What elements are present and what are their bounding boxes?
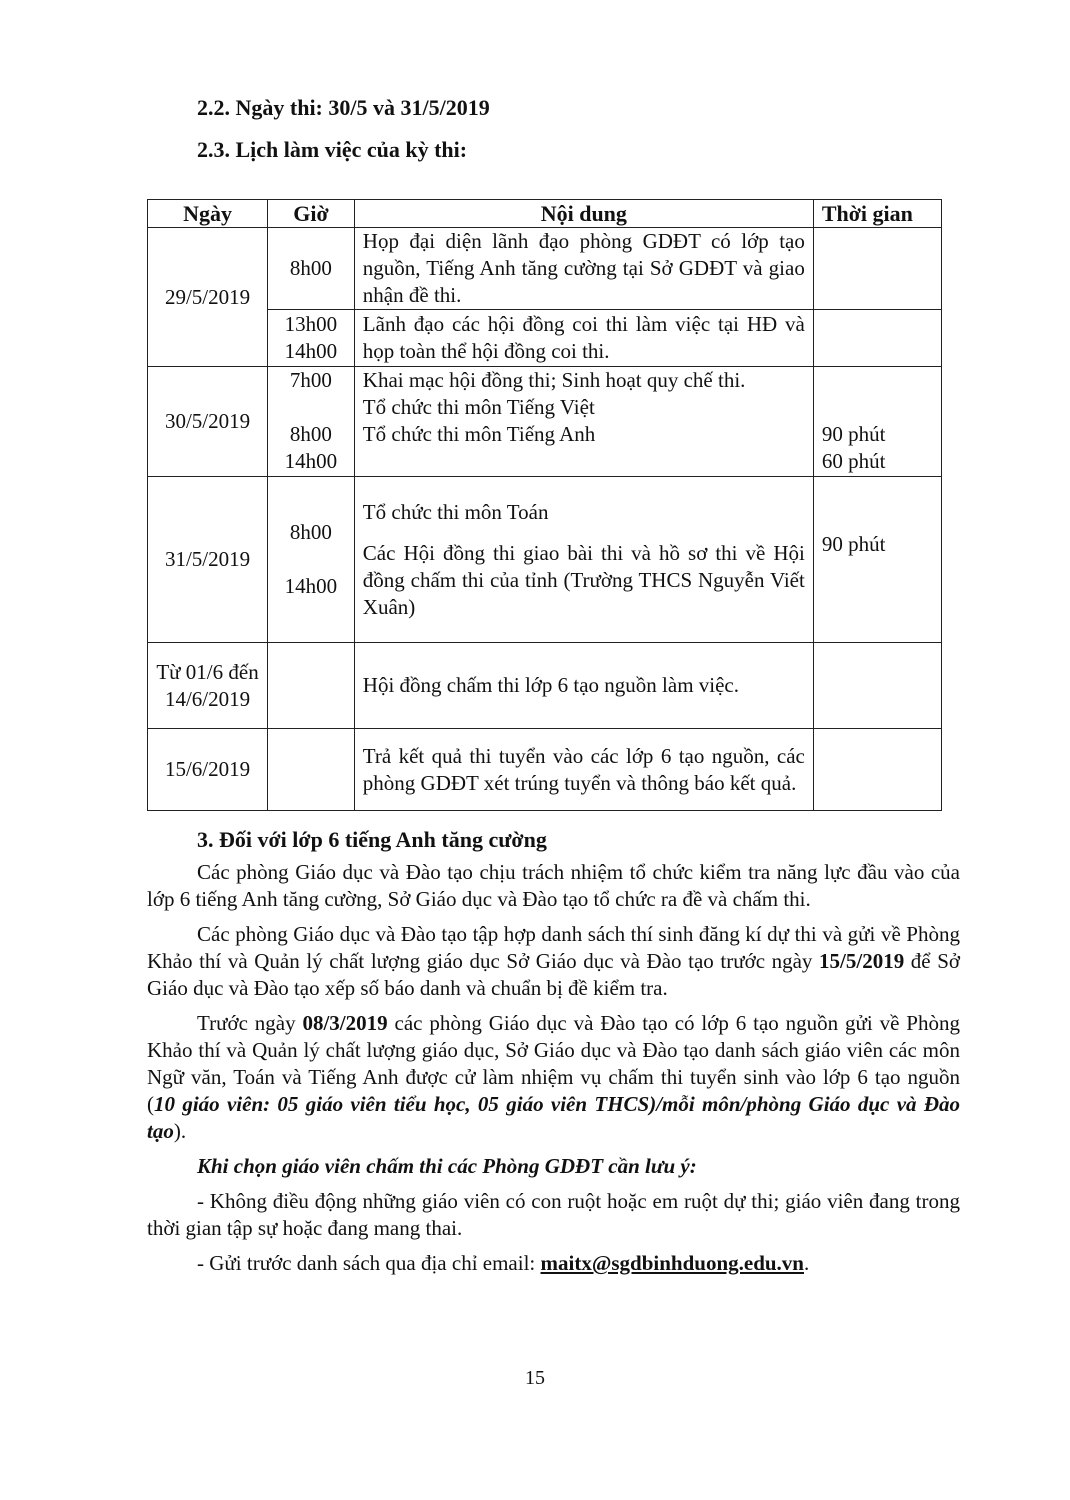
row3-duration: 90 phút bbox=[813, 477, 941, 643]
row3-time2: 14h00 bbox=[284, 574, 338, 598]
row5-date: 15/6/2019 bbox=[148, 729, 268, 811]
row2-content1: Khai mạc hội đồng thi; Sinh hoạt quy chế thi. bbox=[362, 368, 746, 392]
row4-duration bbox=[813, 643, 941, 729]
paragraph-3-text-a: Trước ngày bbox=[197, 1011, 303, 1035]
table-row bbox=[148, 477, 942, 643]
row1-date: 29/5/2019 bbox=[148, 228, 268, 367]
row2-time3: 14h00 bbox=[284, 449, 338, 473]
row1b-duration bbox=[813, 310, 941, 367]
email-link[interactable]: maitx@sgdbinhduong.edu.vn bbox=[540, 1251, 804, 1275]
row3-date: 31/5/2019 bbox=[148, 477, 268, 643]
row2-duration2: 90 phút bbox=[821, 422, 886, 446]
table-row bbox=[148, 729, 942, 811]
row4-date: Từ 01/6 đến 14/6/2019 bbox=[148, 643, 268, 729]
row3-content1: Tổ chức thi môn Toán bbox=[362, 499, 549, 524]
row4-time bbox=[268, 643, 355, 729]
row2-time1: 7h00 bbox=[289, 368, 332, 392]
row5-duration bbox=[813, 729, 941, 811]
row2-duration3: 60 phút bbox=[821, 449, 886, 473]
row1b-time bbox=[268, 310, 355, 367]
row2-date: 30/5/2019 bbox=[148, 367, 268, 477]
paragraph-2 bbox=[147, 921, 960, 1002]
row2-time2: 8h00 bbox=[289, 422, 332, 446]
paragraph-3-text-b: các phòng Giáo dục và Đào tạo có lớp 6 tạo nguồn gửi về Phòng Khảo thí và Quản lý chất lượng giáo dục, Sở Giáo dục và Đào tạo danh sách giáo viên các môn Ngữ văn, Toán và Tiếng Anh được cử làm nhiệm vụ chấm thi tuyển sinh vào lớp 6 tạo nguồn ( bbox=[147, 1011, 960, 1116]
row1b-content: Lãnh đạo các hội đồng coi thi làm việc tại HĐ và họp toàn thể hội đồng coi thi. bbox=[354, 310, 813, 367]
page-number: 15 bbox=[525, 1367, 545, 1389]
paragraph-1: Các phòng Giáo dục và Đào tạo chịu trách nhiệm tổ chức kiểm tra năng lực đầu vào của lớp 6 tiếng Anh tăng cường, Sở Giáo dục và Đào tạo tổ chức ra đề và chấm thi. bbox=[147, 860, 960, 911]
bullet-2-end: . bbox=[804, 1251, 810, 1275]
paragraph-3-deadline: 08/3/2019 bbox=[302, 1011, 388, 1035]
row4-content: Hội đồng chấm thi lớp 6 tạo nguồn làm việc. bbox=[354, 643, 813, 729]
row5-content: Trả kết quả thi tuyển vào các lớp 6 tạo nguồn, các phòng GDĐT xét trúng tuyển và thông báo kết quả. bbox=[354, 729, 813, 811]
note-title: Khi chọn giáo viên chấm thi các Phòng GDĐT cần lưu ý: bbox=[197, 1154, 697, 1178]
row3-times bbox=[268, 477, 355, 643]
paragraph-3-text-c: ). bbox=[173, 1119, 187, 1143]
paragraph-2-deadline: 15/5/2019 bbox=[819, 949, 905, 973]
header-content: Nội dung bbox=[354, 200, 813, 228]
row1a-duration bbox=[813, 228, 941, 310]
bullet-2-text: - Gửi trước danh sách qua địa chỉ email: bbox=[197, 1251, 541, 1275]
table-row bbox=[148, 643, 942, 729]
row5-time bbox=[268, 729, 355, 811]
row2-content3: Tổ chức thi môn Tiếng Anh bbox=[362, 422, 596, 446]
section3-block bbox=[147, 826, 960, 1277]
row1a-content: Họp đại diện lãnh đạo phòng GDĐT có lớp tạo nguồn, Tiếng Anh tăng cường tại Sở GDĐT và giao nhận đề thi. bbox=[354, 228, 813, 310]
row2-content2: Tổ chức thi môn Tiếng Việt bbox=[362, 395, 595, 419]
table-row bbox=[148, 310, 942, 367]
row3-time1: 8h00 bbox=[289, 520, 332, 544]
schedule-heading: 2.3. Lịch làm việc của kỳ thi: bbox=[197, 137, 468, 162]
bullet-2 bbox=[147, 1250, 960, 1277]
table-header-row bbox=[148, 200, 942, 228]
row1b-time-end: 14h00 bbox=[284, 339, 338, 363]
paragraph-3 bbox=[147, 1010, 960, 1145]
row3-content2: Các Hội đồng thi giao bài thi và hồ sơ thi về Hội đồng chấm thi của tỉnh (Trường THCS Nguyễn Viết Xuân) bbox=[362, 540, 805, 619]
exam-date-heading: 2.2. Ngày thi: 30/5 và 31/5/2019 bbox=[197, 95, 490, 120]
paragraph-2-text-b: để Sở Giáo dục và Đào tạo xếp số báo danh và chuẩn bị đề kiểm tra. bbox=[147, 949, 960, 1000]
bullet-1: - Không điều động những giáo viên có con ruột hoặc em ruột dự thi; giáo viên đang trong thời gian tập sự hoặc đang mang thai. bbox=[147, 1189, 960, 1240]
row1a-time: 8h00 bbox=[268, 228, 355, 310]
header-duration: Thời gian bbox=[813, 200, 941, 228]
row1b-time-start: 13h00 bbox=[284, 312, 338, 336]
section3-heading: 3. Đối với lớp 6 tiếng Anh tăng cường bbox=[197, 827, 547, 852]
row2-times bbox=[268, 367, 355, 477]
header-date: Ngày bbox=[148, 200, 268, 228]
paragraph-2-text-a: Các phòng Giáo dục và Đào tạo tập hợp danh sách thí sinh đăng kí dự thi và gửi về Phòng Khảo thí và Quản lý chất lượng giáo dục Sở Giáo dục và Đào tạo trước ngày bbox=[147, 922, 960, 973]
row2-durations bbox=[813, 367, 941, 477]
paragraph-3-emphasis: 10 giáo viên: 05 giáo viên tiểu học, 05 giáo viên THCS)/mỗi môn/phòng Giáo dục và Đào tạo bbox=[147, 1092, 960, 1143]
schedule-table bbox=[147, 199, 942, 811]
table-row bbox=[148, 367, 942, 477]
row2-contents bbox=[354, 367, 813, 477]
row3-contents bbox=[354, 477, 813, 643]
header-time: Giờ bbox=[268, 200, 355, 228]
table-row bbox=[148, 228, 942, 310]
